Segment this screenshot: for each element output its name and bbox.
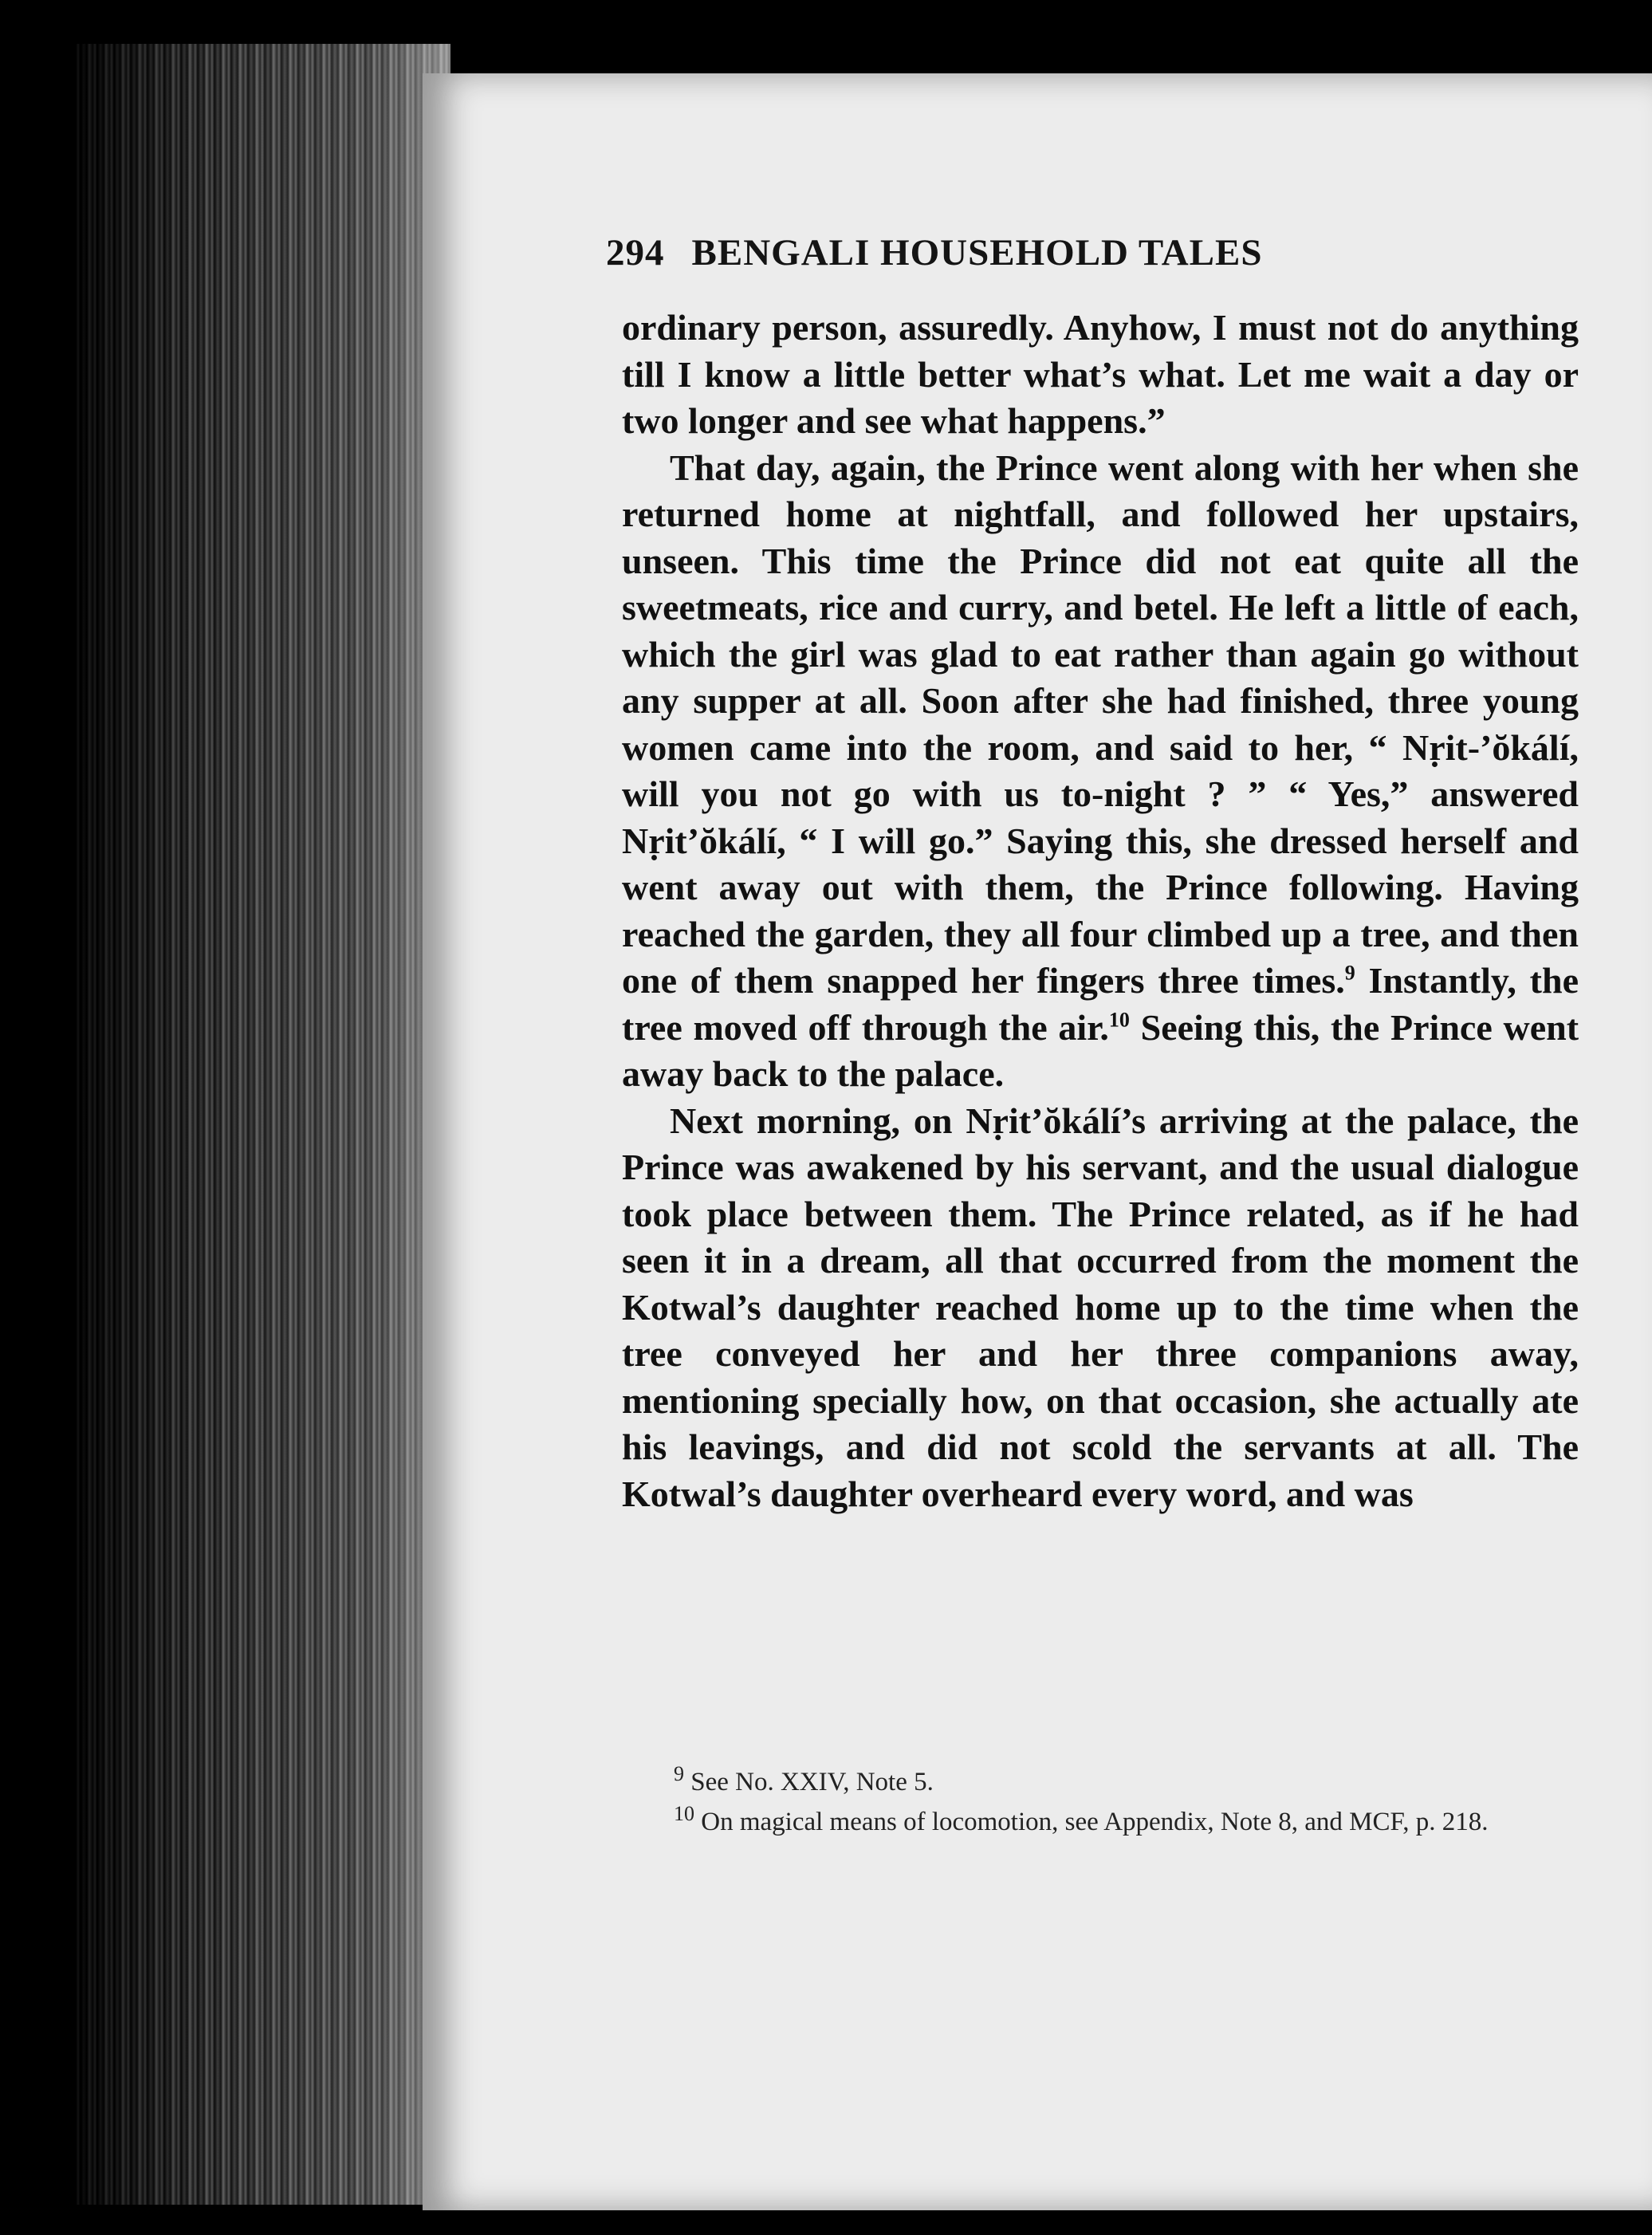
paragraph-text: Instantly, the tree moved off through the air. <box>622 960 1579 1048</box>
note-ref: 10 <box>1108 1008 1130 1032</box>
paragraph: ordinary person, assuredly. Anyhow, I must not do anything till I know a little better what’s what. Let me wait a day or two longer and see what happens.” <box>622 307 1579 441</box>
footnote-text: On magical means of locomotion, see Appendix, Note 8, and MCF, p. 218. <box>701 1808 1489 1836</box>
paragraph <box>622 445 1579 1098</box>
running-header <box>606 231 1435 274</box>
footnote <box>630 1762 1555 1802</box>
page-number: 294 <box>606 232 665 273</box>
footnote <box>630 1802 1555 1842</box>
footnote-mark: 10 <box>674 1802 694 1825</box>
paragraph-text: Seeing this, the Prince went away back to the palace. <box>622 1006 1579 1094</box>
footnotes <box>630 1762 1555 1842</box>
paragraph: Next morning, on Nṛit’ŏkálí’s arriving at the palace, the Prince was awakened by his servant, and the usual dialogue took place between them. The Prince related, as if he had seen it in a dream, all that occurred from the moment the Kotwal’s daughter reached home up to the time when the tree conveyed her and her three companions away, mentioning specially how, on that occasion, she actually ate his leavings, and did not scold the servants at all. The Kotwal’s daughter overheard every word, and was <box>622 1100 1579 1514</box>
footnote-mark: 9 <box>674 1762 684 1785</box>
footnote-text: See No. XXIV, Note 5. <box>690 1768 934 1796</box>
paragraph-text: That day, again, the Prince went along with her when she returned home at nightfall, and followed her upstairs, unseen. This time the Prince did not eat quite all the sweetmeats, rice and curry, and betel. He left a little of each, which the girl was glad to eat rather than again go without any supper at all. Soon after she had finished, three young women came into the room, and said to her, “ Nṛit-’ŏkálí, will you not go with us to-night ? ” “ Yes,” answered Nṛit’ŏkálí, “ I will go.” Saying this, she dressed herself and went away out with them, the Prince following. Having reached the garden, they all four climbed up a tree, and then one of them snapped her fingers three times. <box>622 447 1579 1001</box>
body-text <box>622 305 1579 1517</box>
note-ref: 9 <box>1344 961 1355 985</box>
running-title: BENGALI HOUSEHOLD TALES <box>691 232 1263 273</box>
book-page-edges <box>76 44 450 2205</box>
